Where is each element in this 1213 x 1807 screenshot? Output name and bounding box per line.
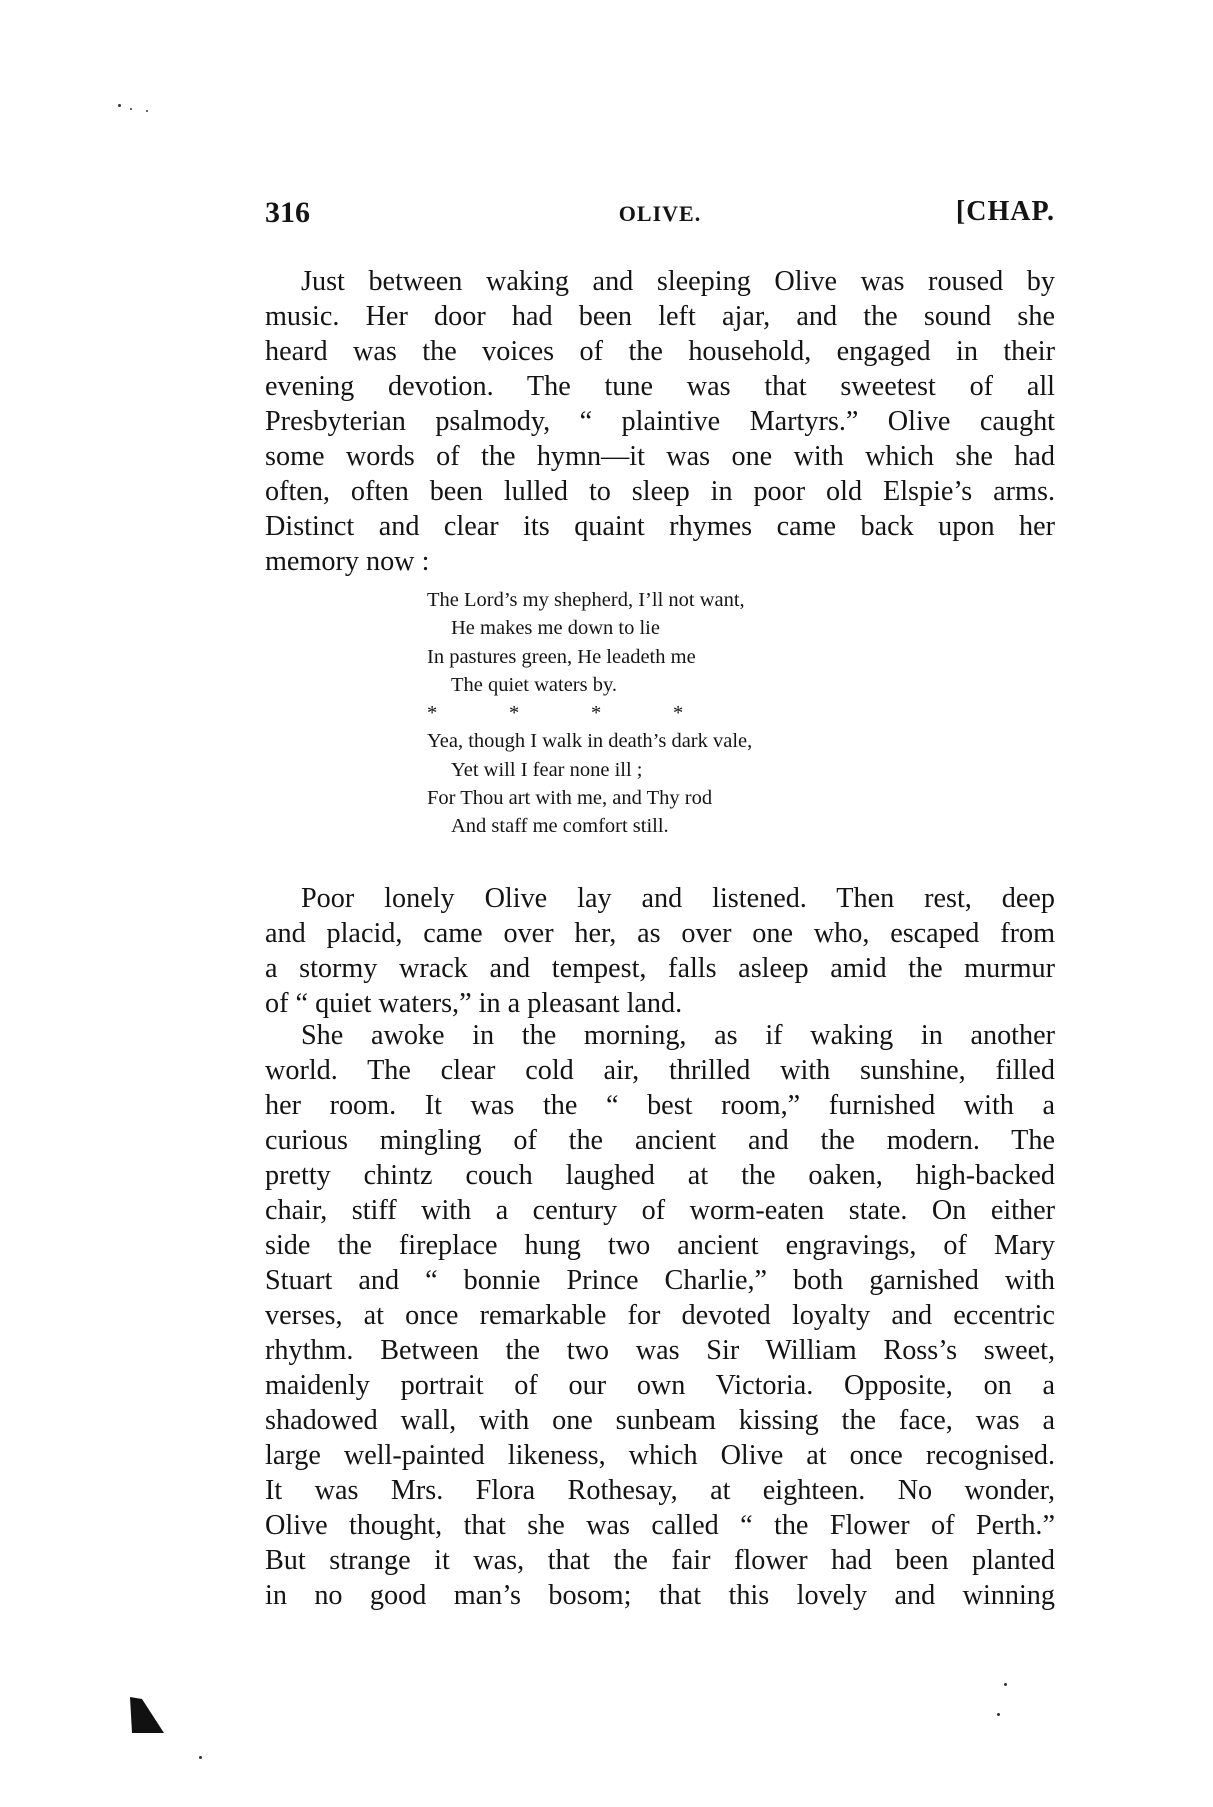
hymn-verse [427, 586, 755, 841]
paragraph-1 [265, 264, 1055, 579]
star-mark: * [509, 702, 520, 725]
verse-line: The quiet waters by. [451, 673, 618, 696]
paragraph-3 [265, 1018, 1055, 1613]
verse-line: He makes me down to lie [451, 617, 660, 640]
paragraph-line: Olive thought, that she was called “ the Flower of Perth.” [265, 1510, 1055, 1541]
paragraph-2 [265, 881, 1055, 1021]
paragraph-line: Just between waking and sleeping Olive was roused by [301, 266, 1055, 297]
paragraph-line: chair, stiff with a century of worm-eaten state. On either [265, 1195, 1055, 1226]
verse-line: In pastures green, He leadeth me [427, 645, 696, 668]
paragraph-line: But strange it was, that the fair flower had been planted [265, 1545, 1055, 1576]
scan-speck [997, 1713, 1000, 1716]
paragraph-line: rhythm. Between the two was Sir William Ross’s sweet, [265, 1335, 1055, 1366]
paragraph-line: large well-painted likeness, which Olive at once recognised. [265, 1440, 1055, 1471]
paragraph-line: shadowed wall, with one sunbeam kissing the face, was a [265, 1405, 1055, 1436]
paragraph-line: heard was the voices of the household, engaged in their [265, 336, 1055, 367]
paragraph-line: in no good man’s bosom; that this lovely and winning [265, 1580, 1055, 1611]
running-title: OLIVE. [618, 201, 702, 226]
paragraph-line: verses, at once remarkable for devoted loyalty and eccentric [265, 1300, 1055, 1331]
star-mark: * [673, 702, 684, 725]
scan-speck [1004, 1683, 1007, 1686]
verse-stars [427, 699, 755, 727]
star-mark: * [591, 702, 602, 725]
paragraph-line: Presbyterian psalmody, “ plaintive Martyrs.” Olive caught [265, 406, 1055, 437]
paragraph-line: her room. It was the “ best room,” furnished with a [265, 1090, 1055, 1121]
paragraph-line: and placid, came over her, as over one who, escaped from [265, 918, 1055, 949]
chapter-mark: [CHAP. [955, 196, 1055, 227]
scan-speck [146, 110, 148, 112]
paragraph-line: Distinct and clear its quaint rhymes came back upon her [265, 511, 1055, 542]
verse-line: Yea, though I walk in death’s dark vale, [427, 730, 753, 753]
paragraph-line: memory now : [265, 546, 430, 577]
scan-speck [130, 108, 132, 110]
paragraph-line: Stuart and “ bonnie Prince Charlie,” both garnished with [265, 1265, 1055, 1296]
scan-speck [118, 104, 121, 107]
paragraph-line: She awoke in the morning, as if waking in another [301, 1020, 1055, 1051]
paragraph-line: side the fireplace hung two ancient engravings, of Mary [265, 1230, 1055, 1261]
paragraph-line: a stormy wrack and tempest, falls asleep amid the murmur [265, 953, 1055, 984]
paragraph-line: world. The clear cold air, thrilled with sunshine, filled [265, 1055, 1055, 1086]
paragraph-line: of “ quiet waters,” in a pleasant land. [265, 988, 683, 1019]
paragraph-line: often, often been lulled to sleep in poor old Elspie’s arms. [265, 476, 1055, 507]
page-header [265, 196, 1055, 236]
paragraph-line: It was Mrs. Flora Rothesay, at eighteen. No wonder, [265, 1475, 1055, 1506]
star-mark: * [427, 702, 438, 725]
page-number: 316 [265, 196, 310, 229]
scan-speck [199, 1756, 202, 1759]
verse-line: For Thou art with me, and Thy rod [427, 787, 713, 810]
paragraph-line: Poor lonely Olive lay and listened. Then rest, deep [301, 883, 1055, 914]
verse-line: And staff me comfort still. [451, 815, 669, 838]
paragraph-line: music. Her door had been left ajar, and the sound she [265, 301, 1055, 332]
paragraph-line: pretty chintz couch laughed at the oaken, high-backed [265, 1160, 1055, 1191]
paragraph-line: evening devotion. The tune was that sweetest of all [265, 371, 1055, 402]
paragraph-line: some words of the hymn—it was one with which she had [265, 441, 1055, 472]
verse-line: The Lord’s my shepherd, I’ll not want, [427, 589, 745, 611]
verse-line: Yet will I fear none ill ; [451, 758, 643, 781]
scan-corner-mark [128, 1695, 166, 1735]
paragraph-line: curious mingling of the ancient and the modern. The [265, 1125, 1055, 1156]
paragraph-line: maidenly portrait of our own Victoria. Opposite, on a [265, 1370, 1055, 1401]
